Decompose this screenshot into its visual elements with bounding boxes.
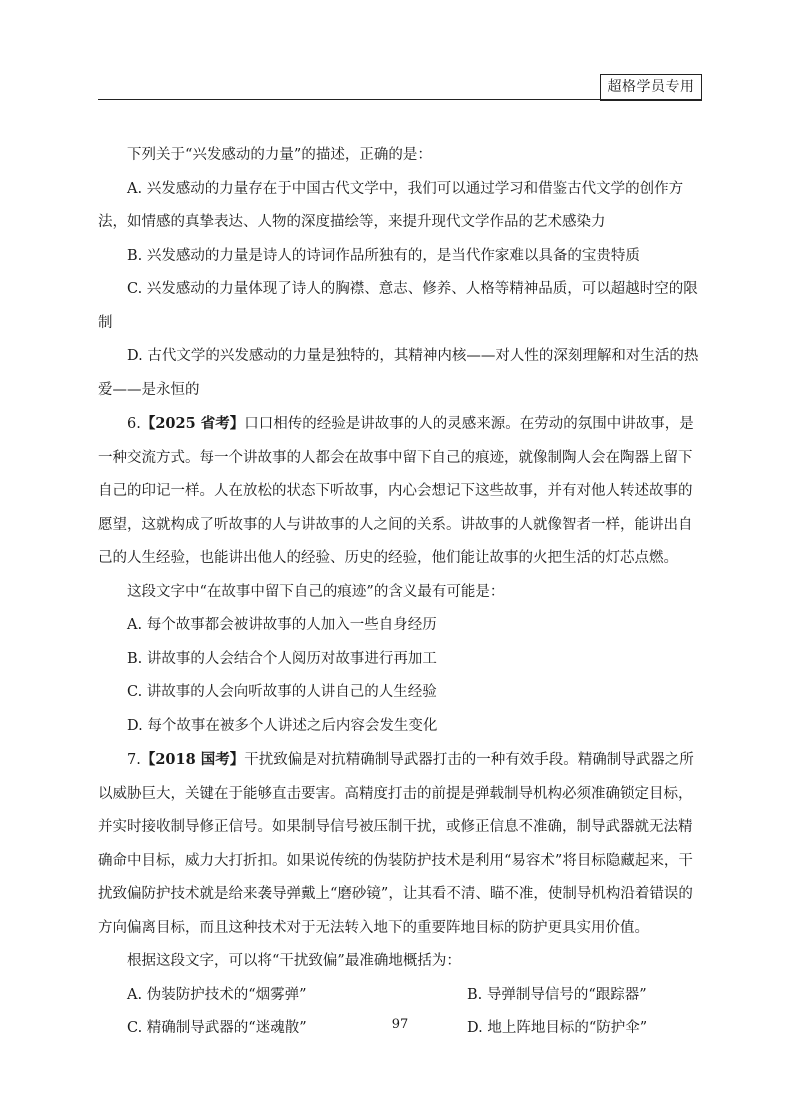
- q7-number: 7.: [127, 752, 141, 768]
- q6-source: 【2025 省考】: [140, 415, 245, 432]
- q7-stem: 根据这段文字，可以将“干扰致偏”最准确地概括为：: [127, 953, 461, 969]
- q7-option-a: A. 伪装防护技术的“烟雾弹”: [127, 986, 307, 1003]
- q6-option-c: C. 讲故事的人会向听故事的人讲自己的人生经验: [127, 684, 437, 700]
- q7-option-b: B. 导弹制导信号的“跟踪器”: [467, 986, 647, 1003]
- q7-options-row-1: [98, 979, 702, 1013]
- q7-source: 【2018 国考】: [140, 751, 245, 768]
- header-badge: 超格学员专用: [600, 74, 702, 101]
- q6-passage: [98, 407, 702, 576]
- q7-option-c: C. 精确制导武器的“迷魂散”: [127, 1020, 307, 1036]
- q7-passage-text: 干扰致偏是对抗精确制导武器打击的一种有效手段。精确制导武器之所以威胁巨大，关键在于能够直击要害。高精度打击的前提是弹载制导机构必须准确锁定目标，并实时接收制导修正信号。如果制导信号被压制干扰，或修正信息不准确，制导武器就无法精确命中目标，威力大打折扣。如果说传统的伪装防护技术是利用“易容术”将目标隐藏起来，干扰致偏防护技术就是给来袭导弹戴上“磨砂镜”，让其看不清、瞄不准，使制导机构沿着错误的方向偏离目标，而且这种技术对于无法转入地下的重要阵地目标的防护更具实用价值。: [98, 752, 694, 936]
- header-rule: [98, 99, 701, 100]
- q7-option-d: D. 地上阵地目标的“防护伞”: [467, 1020, 648, 1036]
- page-content: [98, 139, 702, 1046]
- page-number: 97: [391, 1017, 409, 1032]
- q6-stem: 这段文字中“在故事中留下自己的痕迹”的含义最有可能是：: [127, 583, 505, 600]
- q5-option-c: C. 兴发感动的力量体现了诗人的胸襟、意志、修养、人格等精神品质，可以超越时空的限制: [98, 281, 698, 331]
- q5-option-b: B. 兴发感动的力量是诗人的诗词作品所独有的，是当代作家难以具备的宝贵特质: [127, 247, 640, 264]
- q6-passage-text: 口口相传的经验是讲故事的人的灵感来源。在劳动的氛围中讲故事，是一种交流方式。每一个讲故事的人都会在故事中留下自己的痕迹，就像制陶人会在陶器上留下自己的印记一样。人在放松的状态下听故事，内心会想记下这些故事，并有对他人转述故事的愿望，这就构成了听故事的人与讲故事的人之间的关系。讲故事的人就像智者一样，能讲出自己的人生经验，也能讲出他人的经验、历史的经验，他们能让故事的火把生活的灯芯点燃。: [98, 416, 694, 566]
- q5-option-a: A. 兴发感动的力量存在于中国古代文学中，我们可以通过学习和借鉴古代文学的创作方法，如情感的真挚表达、人物的深度描绘等，来提升现代文学作品的艺术感染力: [98, 180, 684, 230]
- q5-stem: 下列关于“兴发感动的力量”的描述，正确的是：: [127, 147, 432, 163]
- q6-option-d: D. 每个故事在被多个人讲述之后内容会发生变化: [127, 717, 438, 734]
- q6-option-b: B. 讲故事的人会结合个人阅历对故事进行再加工: [127, 650, 437, 667]
- q6-number: 6.: [127, 416, 141, 432]
- q5-option-d: D. 古代文学的兴发感动的力量是独特的，其精神内核——对人性的深刻理解和对生活的热爱——是永恒的: [98, 348, 699, 398]
- q6-option-a: A. 每个故事都会被讲故事的人加入一些自身经历: [127, 617, 437, 633]
- q7-passage: [98, 743, 702, 945]
